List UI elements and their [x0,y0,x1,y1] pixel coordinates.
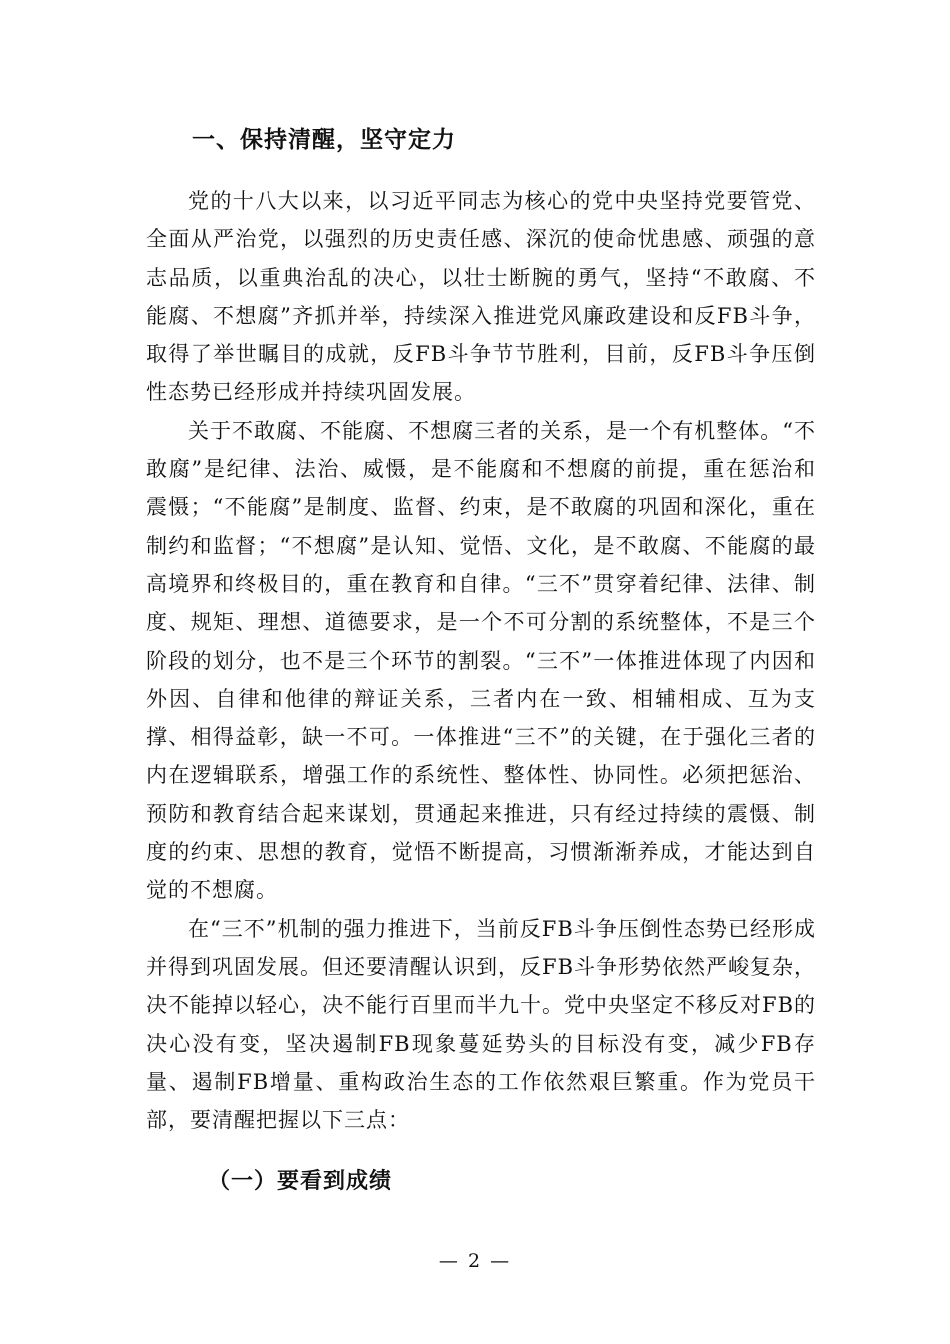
subsection-heading: （一）要看到成绩 [208,1168,393,1194]
body-text [146,182,816,1139]
paragraph-2: 关于不敢腐、不能腐、不想腐三者的关系，是一个有机整体。“不敢腐”是纪律、法治、威慑，是不能腐和不想腐的前提，重在惩治和震慑；“不能腐”是制度、监督、约束，是不敢腐的巩固和深化，重在制约和监督；“不想腐”是认知、觉悟、文化，是不敢腐、不能腐的最高境界和终极目的，重在教育和自律。“三不”贯穿着纪律、法律、制度、规矩、理想、道德要求，是一个不可分割的系统整体，不是三个阶段的划分，也不是三个环节的割裂。“三不”一体推进体现了内因和外因、自律和他律的辩证关系，三者内在一致、相辅相成、互为支撑、相得益彰，缺一不可。一体推进“三不”的关键，在于强化三者的内在逻辑联系，增强工作的系统性、整体性、协同性。必须把惩治、预防和教育结合起来谋划，贯通起来推进，只有经过持续的震慑、制度的约束、思想的教育，觉悟不断提高，习惯渐渐养成，才能达到自觉的不想腐。 [146,418,816,903]
paragraph-1: 党的十八大以来，以习近平同志为核心的党中央坚持党要管党、全面从严治党，以强烈的历史责任感、深沉的使命忧患感、顽强的意志品质，以重典治乱的决心，以壮士断腕的勇气，坚持“不敢腐、不能腐、不想腐”齐抓并举，持续深入推进党风廉政建设和反FB斗争，取得了举世瞩目的成就，反FB斗争节节胜利，目前，反FB斗争压倒性态势已经形成并持续巩固发展。 [146,189,816,405]
paragraph-3: 在“三不”机制的强力推进下，当前反FB斗争压倒性态势已经形成并得到巩固发展。但还要清醒认识到，反FB斗争形势依然严峻复杂，决不能掉以轻心，决不能行百里而半九十。党中央坚定不移反对FB的决心没有变，坚决遏制FB现象蔓延势头的目标没有变，减少FB存量、遏制FB增量、重构政治生态的工作依然艰巨繁重。作为党员干部，要清醒把握以下三点： [146,916,817,1133]
page-number: — 2 — [438,1250,512,1272]
section-heading: 一、保持清醒，坚守定力 [192,127,456,153]
